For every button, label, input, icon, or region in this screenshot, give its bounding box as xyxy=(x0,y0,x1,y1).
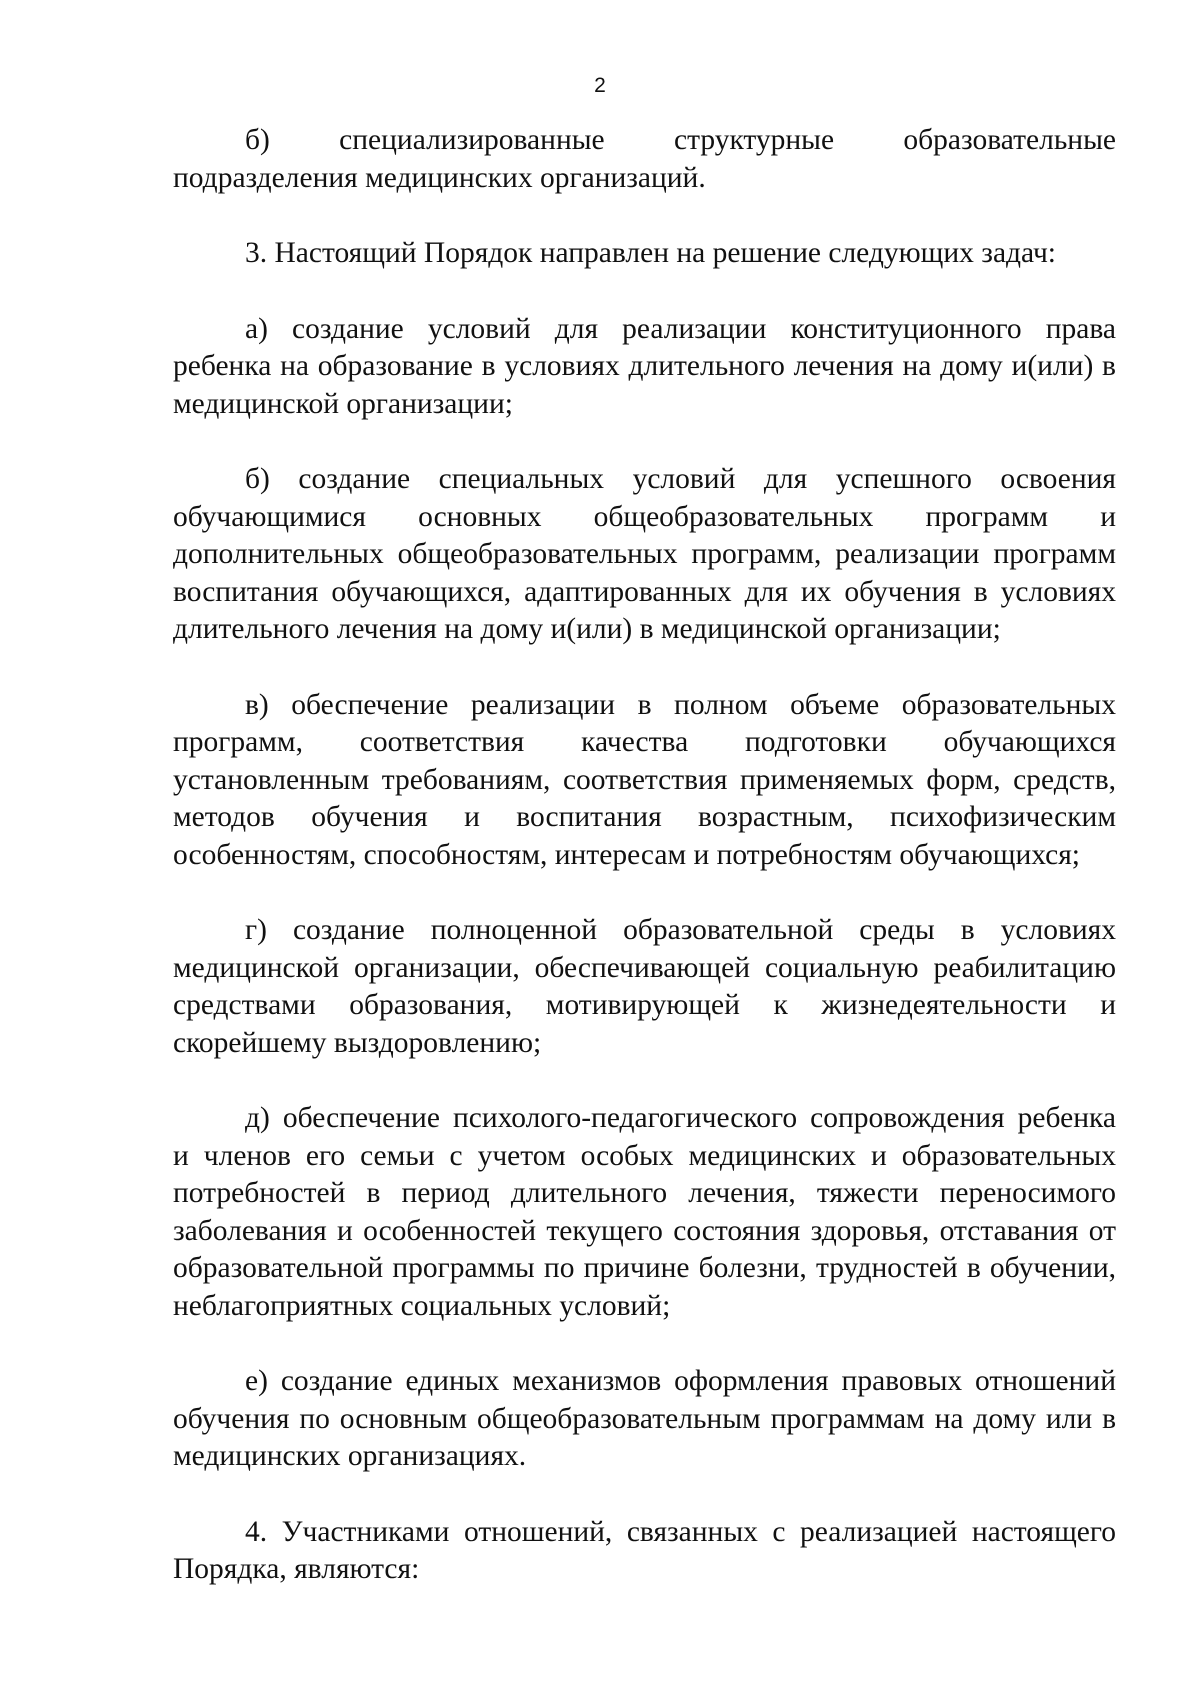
paragraph-task-e: е) создание единых механизмов оформления правовых отношений обучения по основным общеобразовательным программам на дому или в медицинских организациях. xyxy=(173,1365,1116,1472)
paragraph-item-4-participants: 4. Участниками отношений, связанных с реализацией настоящего Порядка, являются: xyxy=(173,1515,1116,1585)
paragraph-item-3-tasks: 3. Настоящий Порядок направлен на решение следующих задач: xyxy=(245,237,1056,269)
paragraph-subitem-b-structural-units: б) специализированные структурные образовательные подразделения медицинских организаций. xyxy=(173,124,1116,194)
paragraph-task-a: а) создание условий для реализации конституционного права ребенка на образование в условиях длительного лечения на дому и(или) в медицинской организации; xyxy=(173,312,1116,420)
paragraph-task-b: б) создание специальных условий для успешного освоения обучающимися основных общеобразовательных программ и дополнительных общеобразовательных программ, реализации программ воспитания обучающихся, адаптированных для их обучения в условиях длительного лечения на дому и(или) в медицинской организации; xyxy=(173,463,1116,645)
document-body xyxy=(173,122,1116,1589)
paragraph-task-v: в) обеспечение реализации в полном объеме образовательных программ, соответствия качества подготовки обучающихся установленным требованиям, соответствия применяемых форм, средств, методов обучения и воспитания возрастным, психофизическим особенностям, способностям, интересам и потребностям обучающихся; xyxy=(173,688,1116,871)
paragraph-task-d: д) обеспечение психолого-педагогического сопровождения ребенка и членов его семьи с учетом особых медицинских и образовательных потребностей в период длительного лечения, тяжести переносимого заболевания и особенностей текущего состояния здоровья, отставания от образовательной программы по причине болезни, трудностей в обучении, неблагоприятных социальных условий; xyxy=(173,1102,1116,1322)
page-number: 2 xyxy=(594,74,606,97)
paragraph-task-g: г) создание полноценной образовательной среды в условиях медицинской организации, обеспечивающей социальную реабилитацию средствами образования, мотивирующей к жизнедеятельности и скорейшему выздоровлению; xyxy=(173,914,1116,1059)
